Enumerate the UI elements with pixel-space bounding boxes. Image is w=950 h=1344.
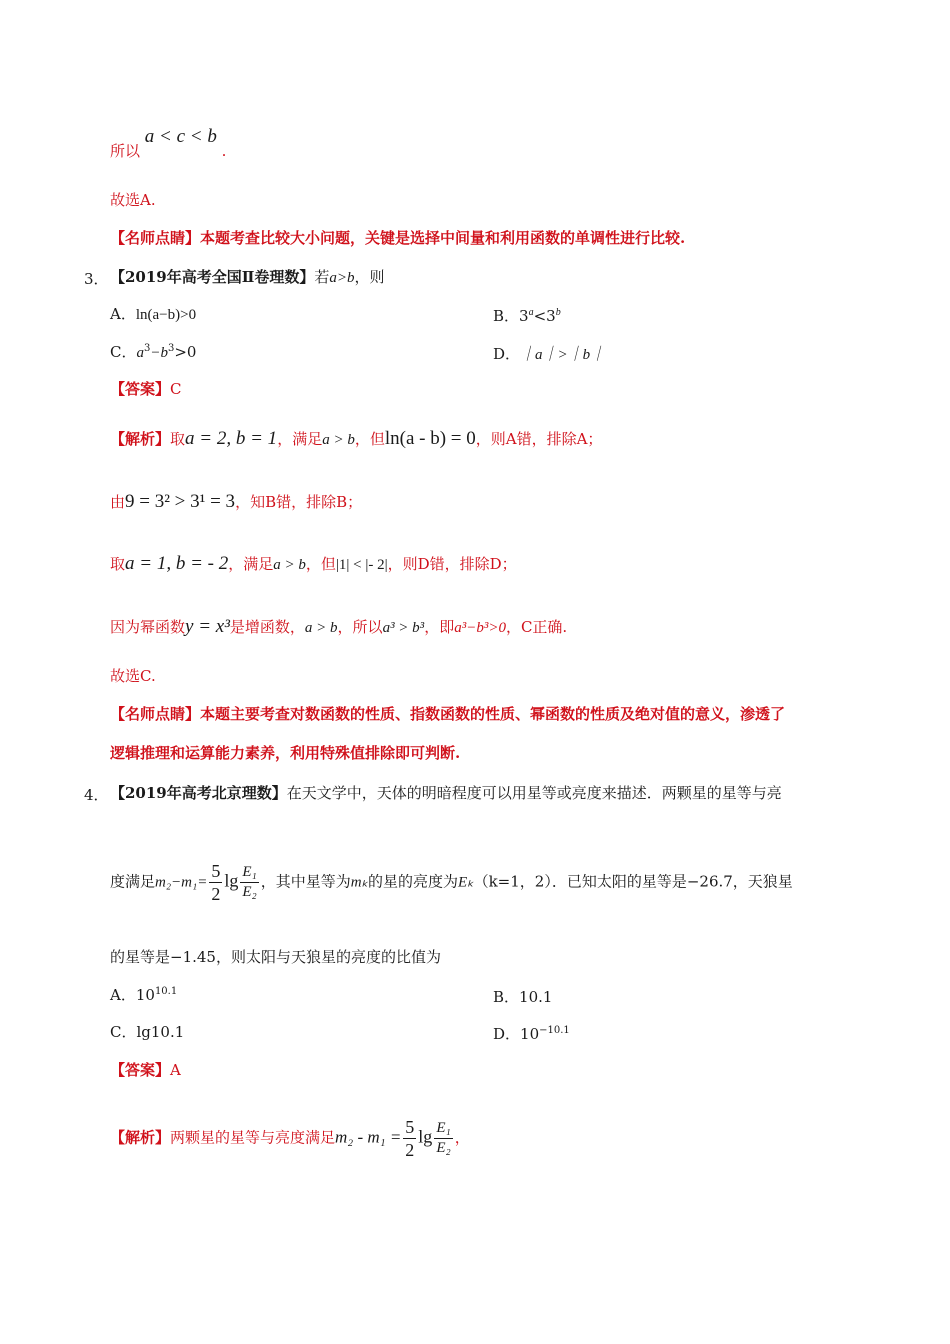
q3-answer-tag: 【答案】 xyxy=(110,380,171,398)
q3-l4-c: ，所以 xyxy=(337,618,383,636)
q4-analysis-e-den: E₂ xyxy=(436,1140,451,1156)
q3-l3-c: ，但 xyxy=(305,555,336,573)
q4-option-b-text: 10.1 xyxy=(519,988,553,1006)
conclusion-math: a < c < b xyxy=(144,126,217,147)
q3-option-b-label: B． xyxy=(493,307,520,325)
q3-option-b xyxy=(493,305,561,326)
q4-number: 4． xyxy=(84,786,109,804)
q3-option-b-exp2: b xyxy=(555,307,561,318)
q4-stem2-mk: mₖ xyxy=(350,874,369,891)
q3-l3-math1: a = 1, b = - 2 xyxy=(125,553,229,574)
q4-option-d-exp: −10.1 xyxy=(539,1025,570,1036)
q3-option-d xyxy=(493,343,605,364)
q4-option-b-label: B． xyxy=(493,988,520,1006)
q2-tip xyxy=(110,229,685,247)
q4-option-a-exp: 10.1 xyxy=(154,986,178,997)
q3-l4-math3: a³ > b³ xyxy=(382,620,425,636)
q3-l4-e: ，C正确. xyxy=(505,618,568,636)
q4-lg: lg xyxy=(224,870,239,891)
q4-analysis-text: 两颗星的星等与亮度满足 xyxy=(170,1128,336,1147)
q3-l4-math1: y = x³ xyxy=(185,616,230,637)
q4-option-a-base: 10 xyxy=(135,986,155,1004)
q4-option-b xyxy=(493,986,552,1007)
q3-analysis-line3 xyxy=(110,553,517,576)
q4-option-c xyxy=(110,1023,184,1041)
q3-stem-b: ，则 xyxy=(354,268,385,286)
q4-option-d-base: 10 xyxy=(520,1025,540,1043)
conclusion-line xyxy=(110,126,227,163)
q3-option-c-exp2: 3 xyxy=(167,343,175,354)
q3-l1-c: ，但 xyxy=(354,430,385,448)
q4-answer-tag: 【答案】 xyxy=(110,1061,171,1079)
q4-option-d-label: D． xyxy=(493,1025,521,1043)
q3-l1-d: ，则A错，排除A； xyxy=(475,430,603,448)
q3-option-c-label: C． xyxy=(110,343,137,361)
q3-l1-a: 取 xyxy=(170,430,186,448)
q4-e-num: E₁ xyxy=(240,865,258,883)
q4-stem2-math: m₂−m₁= xyxy=(155,874,208,891)
q3-option-c xyxy=(110,343,196,362)
q3-l2-math: 9 = 3² > 3¹ = 3 xyxy=(125,491,236,512)
q3-l3-math2: a > b xyxy=(273,557,306,573)
q3-l3-math3: |1| < |- 2| xyxy=(335,557,388,573)
q3-option-b-exp1: a xyxy=(528,307,534,318)
q4-e-den: E₂ xyxy=(242,884,257,900)
q4-stem2-ek: Eₖ xyxy=(458,874,474,891)
q4-option-c-label: C． xyxy=(110,1023,137,1041)
q4-analysis-tail: ， xyxy=(454,1128,470,1147)
q4-stem2-d: （k=1，2）．已知太阳的星等是−26.7，天狼星 xyxy=(473,872,793,891)
q3-option-a-text: ln(a−b)>0 xyxy=(135,307,197,323)
q3-l4-math2: a > b xyxy=(304,620,338,636)
q3-l1-b: ，满足 xyxy=(277,430,323,448)
q4-stem2-c: 的星的亮度为 xyxy=(368,872,459,891)
q3-l1-math2: a > b xyxy=(322,432,355,448)
q3-tip-line2: 逻辑推理和运算能力素养，利用特殊值排除即可判断. xyxy=(110,744,461,762)
q3-stem-a: 若 xyxy=(314,268,330,286)
q3-l4-a: 因为幂函数 xyxy=(110,618,186,636)
q4-stem2-b: ，其中星等为 xyxy=(260,872,351,891)
q3-l3-b: ，满足 xyxy=(228,555,274,573)
q4-option-c-text: lg10.1 xyxy=(136,1023,185,1041)
q3-number: 3． xyxy=(84,270,109,288)
q3-option-c-exp: 3 xyxy=(143,343,151,354)
q3-tip-text1: 本题主要考查对数函数的性质、指数函数的性质、幂函数的性质及绝对值的意义，渗透了 xyxy=(200,705,786,723)
q3-l3-d: ，则D错，排除D； xyxy=(387,555,517,573)
q3-analysis-line2 xyxy=(110,491,362,514)
q4-option-a-label: A． xyxy=(110,986,136,1004)
q3-option-c-minus: −b xyxy=(150,345,168,361)
q4-analysis xyxy=(110,1118,470,1159)
q4-fraction-e1-e2 xyxy=(240,865,258,900)
q3-option-a xyxy=(110,305,196,324)
q4-analysis-frac-den: 2 xyxy=(405,1140,415,1160)
q4-frac-num: 5 xyxy=(211,861,221,881)
q4-analysis-fraction-5-2 xyxy=(403,1118,416,1159)
q3-answer xyxy=(110,380,182,398)
q4-option-d xyxy=(493,1023,570,1044)
q3-l1-math3: ln(a - b) = 0 xyxy=(384,428,476,449)
q3-analysis-tag: 【解析】 xyxy=(110,430,171,448)
q4-stem2-a: 度满足 xyxy=(110,872,156,891)
q3-l4-math4: a³−b³>0 xyxy=(454,620,506,636)
q3-option-c-tail: >0 xyxy=(174,343,197,361)
q3-option-b-mid: <3 xyxy=(533,307,556,325)
q3-l2-b: ，知B错，排除B； xyxy=(235,493,363,511)
q4-fraction-5-2 xyxy=(209,862,222,903)
q2-tip-text: 本题考查比较大小问题，关键是选择中间量和利用函数的单调性进行比较. xyxy=(200,229,686,247)
q3-analysis-line1 xyxy=(110,428,602,451)
q3-analysis-line4 xyxy=(110,616,567,639)
q3-option-c-a: a xyxy=(136,345,144,361)
q4-option-a xyxy=(110,986,177,1004)
q4-analysis-math: m₂ - m₁ = xyxy=(335,1127,402,1147)
q2-tip-tag: 【名师点睛】 xyxy=(110,229,201,247)
q4-analysis-tag: 【解析】 xyxy=(110,1128,171,1147)
conclusion-prefix: 所以 xyxy=(110,142,141,160)
q4-analysis-lg: lg xyxy=(418,1126,433,1147)
q3-option-d-text: ｜a｜>｜b｜ xyxy=(520,347,606,363)
q3-option-a-label: A． xyxy=(110,305,136,323)
q4-stem1 xyxy=(110,784,782,802)
q4-analysis-frac-num: 5 xyxy=(405,1117,415,1137)
q3-l4-b: 是增函数， xyxy=(229,618,305,636)
q3-source: 【2019年高考全国Ⅱ卷理数】 xyxy=(110,268,315,286)
q4-analysis-e-num: E₁ xyxy=(434,1121,452,1139)
q4-source: 【2019年高考北京理数】 xyxy=(110,784,287,802)
q3-l1-math1: a = 2, b = 1 xyxy=(185,428,278,449)
q3-l3-a: 取 xyxy=(110,555,126,573)
q3-l2-a: 由 xyxy=(110,493,126,511)
q4-stem3: 的星等是−1.45，则太阳与天狼星的亮度的比值为 xyxy=(110,948,441,966)
q3-option-d-label: D． xyxy=(493,345,521,363)
q4-answer xyxy=(110,1061,181,1079)
q3-tip-tag: 【名师点睛】 xyxy=(110,705,201,723)
q3-answer-value: C xyxy=(170,380,182,398)
q3-l4-d: ，即 xyxy=(424,618,455,636)
q4-stem1-text: 在天文学中，天体的明暗程度可以用星等或亮度来描述．两颗星的星等与亮 xyxy=(286,784,782,802)
q2-answer-choice: 故选A. xyxy=(110,191,156,209)
conclusion-suffix: . xyxy=(221,142,227,160)
q4-analysis-fraction-e1-e2 xyxy=(434,1121,452,1156)
q3-stem xyxy=(110,268,385,287)
q3-choice: 故选C. xyxy=(110,667,156,685)
q4-frac-den: 2 xyxy=(211,884,221,904)
q3-option-b-base: 3 xyxy=(519,307,529,325)
q3-tip-line1 xyxy=(110,705,785,723)
q4-stem2 xyxy=(110,862,793,903)
q3-stem-cond: a>b xyxy=(329,270,355,286)
q4-answer-value: A xyxy=(170,1061,181,1079)
